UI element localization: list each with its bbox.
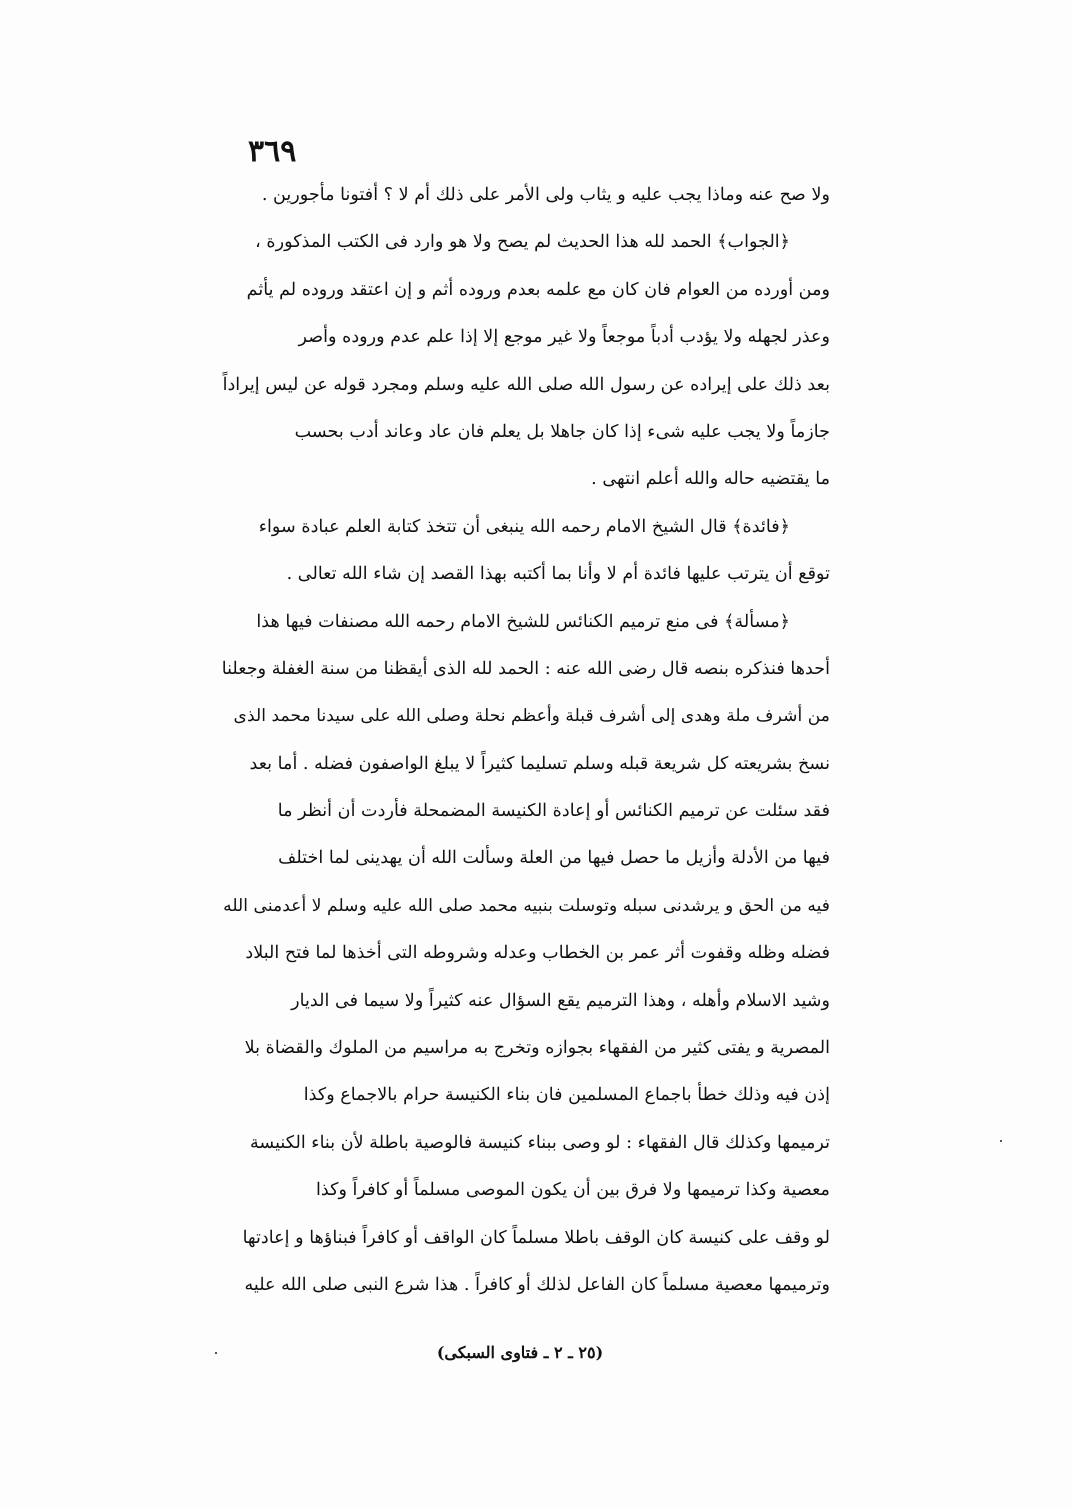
text-line: فضله وظله وقفوت أثر عمر بن الخطاب وعدله وشروطه التى أخذها لما فتح البلاد xyxy=(245,943,830,964)
text-line: فيه من الحق و يرشدنى سبله وتوسلت بنبيه محمد صلى الله عليه وسلم لا أعدمنى الله xyxy=(223,895,830,916)
scan-speck xyxy=(215,1352,217,1354)
text-line: ولا صح عنه وماذا يجب عليه و يثاب ولى الأمر على ذلك أم لا ؟ أفتونا مأجورين . xyxy=(261,185,830,205)
text-line: ﴿مسألة﴾ فى منع ترميم الكنائس للشيخ الامام رحمه الله مصنفات فيها هذا xyxy=(256,611,790,632)
text-line: لو وقف على كنيسة كان الوقف باطلا مسلماً كان الواقف أو كافراً فبناؤها و إعادتها xyxy=(242,1227,830,1248)
text-line: وترميمها معصية مسلماً كان الفاعل لذلك أو كافراً . هذا شرع النبى صلى الله عليه xyxy=(244,1274,830,1295)
text-line: بعد ذلك على إيراده عن رسول الله صلى الله عليه وسلم ومجرد قوله عن ليس إيراداً xyxy=(222,374,830,395)
page-number: ٣٦٩ xyxy=(248,134,297,169)
text-line: أحدها فنذكره بنصه قال رضى الله عنه : الحمد لله الذى أيقظنا من سنة الغفلة وجعلنا xyxy=(222,658,830,679)
text-line: جازماً ولا يجب عليه شىء إذا كان جاهلا بل يعلم فان عاد وعاند أدب بحسب xyxy=(294,421,830,442)
text-line: معصية وكذا ترميمها ولا فرق بين أن يكون الموصى مسلماً أو كافراً وكذا xyxy=(315,1180,830,1201)
text-line: ﴿الجواب﴾ الحمد لله هذا الحديث لم يصح ولا هو وارد فى الكتب المذكورة ، xyxy=(255,232,790,253)
scan-speck xyxy=(1000,1140,1002,1142)
text-line: توقع أن يترتب عليها فائدة أم لا وأنا بما أكتبه بهذا القصد إن شاء الله تعالى . xyxy=(286,564,830,585)
text-line: فقد سئلت عن ترميم الكنائس أو إعادة الكنيسة المضمحلة فأردت أن أنظر ما xyxy=(277,801,830,822)
body-text xyxy=(222,172,830,1309)
text-line: ما يقتضيه حاله والله أعلم انتهى . xyxy=(591,469,830,490)
text-line: ترميمها وكذلك قال الفقهاء : لو وصى ببناء كنيسة فالوصية باطلة لأن بناء الكنيسة xyxy=(250,1132,830,1153)
text-line: وعذر لجهله ولا يؤدب أدباً موجعاً ولا غير موجع إلا إذا علم عدم وروده وأصر xyxy=(298,327,830,348)
text-line: فيها من الأدلة وأزيل ما حصل فيها من العلة وسألت الله أن يهدينى لما اختلف xyxy=(278,848,830,869)
text-line: من أشرف ملة وهدى إلى أشرف قبلة وأعظم نحلة وصلى الله على سيدنا محمد الذى xyxy=(233,706,830,727)
text-line: ﴿فائدة﴾ قال الشيخ الامام رحمه الله ينبغى أن تتخذ كتابة العلم عبادة سواء xyxy=(258,516,790,537)
text-line: المصرية و يفتى كثير من الفقهاء بجوازه وتخرج به مراسيم من الملوك والقضاة بلا xyxy=(244,1038,830,1059)
text-line: ومن أورده من العوام فان كان مع علمه بعدم وروده أثم و إن اعتقد وروده لم يأثم xyxy=(246,279,830,300)
text-line: إذن فيه وذلك خطأ باجماع المسلمين فان بناء الكنيسة حرام بالاجماع وكذا xyxy=(303,1085,830,1106)
footer-signature: (٢٥ ـ ٢ ـ فتاوى السبكى) xyxy=(436,1343,604,1362)
text-line: وشيد الاسلام وأهله ، وهذا الترميم يقع السؤال عنه كثيراً ولا سيما فى الديار xyxy=(291,990,830,1011)
text-line: نسخ بشريعته كل شريعة قبله وسلم تسليما كثيراً لا يبلغ الواصفون فضله . أما بعد xyxy=(249,753,830,774)
